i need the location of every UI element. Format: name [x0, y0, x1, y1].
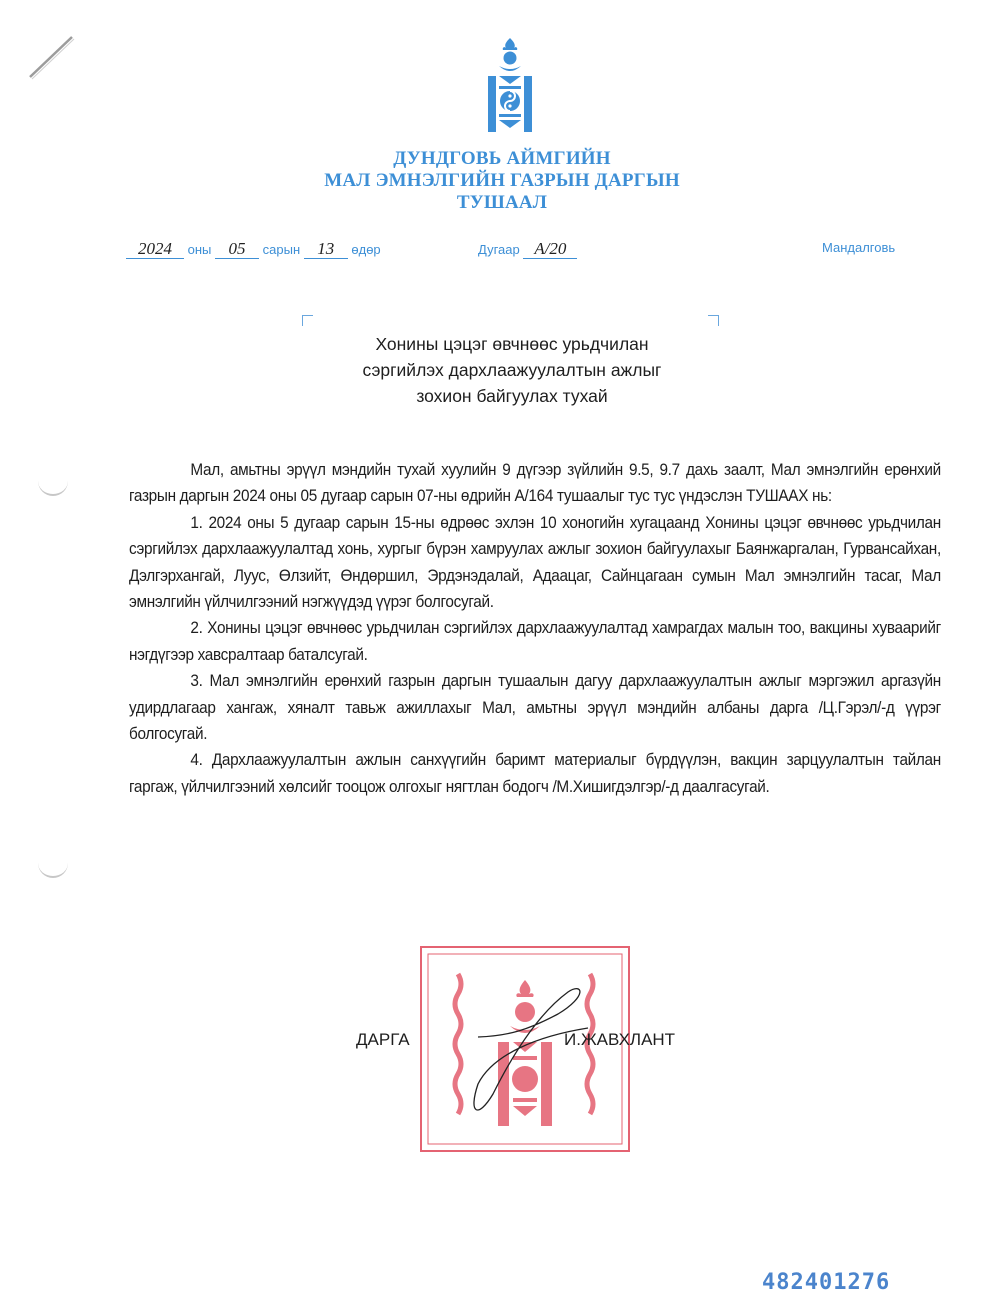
- header-department: МАЛ ЭМНЭЛГИЙН ГАЗРЫН ДАРГЫН: [324, 170, 680, 191]
- day-suffix: өдөр: [351, 242, 381, 257]
- serial-number: 482401276: [762, 1270, 891, 1295]
- subject-bracket-left: [302, 315, 313, 326]
- subject-bracket-right: [708, 315, 719, 326]
- punch-hole: [38, 472, 68, 496]
- month-suffix: сарын: [262, 242, 301, 257]
- signatory-name: И.ЖАВХЛАНТ: [564, 1030, 676, 1049]
- order-item-2: 2. Хонины цэцэг өвчнөөс урьдчилан сэргийлэх дархлаажуулалтад хамрагдах малын тоо, вакцины хуваарийг нэгдүгээр хавсралтаар баталсугай.: [129, 619, 941, 664]
- subject-title: [0, 331, 1004, 409]
- order-body: [129, 457, 941, 800]
- subject-line: Хонины цэцэг өвчнөөс урьдчилан: [375, 334, 649, 354]
- subject-line: зохион байгуулах тухай: [416, 386, 608, 406]
- date-field: [126, 240, 381, 259]
- preamble-paragraph: Мал, амьтны эрүүл мэндийн тухай хуулийн 9 дүгээр зүйлийн 9.5, 9.7 дахь заалт, Мал эмнэлгийн ерөнхий газрын даргын 2024 оны 05 дугаар сарын 07-ны өдрийн А/164 тушаалыг тус тус үндэслэн ТУШААХ нь:: [129, 461, 941, 506]
- punch-hole: [38, 854, 68, 878]
- signatory-title: ДАРГА: [356, 1030, 410, 1049]
- staple-mark: [22, 25, 82, 85]
- date-year: 2024: [126, 240, 184, 259]
- soyombo-emblem-icon: [486, 36, 534, 136]
- order-item-1: 1. 2024 оны 5 дугаар сарын 15-ны өдрөөс эхлэн 10 хоногийн хугацаанд Хонины цэцэг өвчнөөс урьдчилан сэргийлэх дархлаажуулалтад хонь, хургыг бүрэн хамруулах ажлыг зохион байгуулахыг Баянжаргалан, Гурвансайхан, Дэлгэрхангай, Луус, Өлзийт, Өндөршил, Эрдэнэдалай, Адаацаг, Сайнцагаан сумын Мал эмнэлгийн тасаг, Мал эмнэлгийн үйлчилгээний нэгжүүдэд үүрэг болгосугай.: [129, 513, 941, 612]
- subject-line: сэргийлэх дархлаажуулалтын ажлыг: [362, 360, 662, 380]
- header-organization: ДУНДГОВЬ АЙМГИЙН: [393, 148, 611, 169]
- year-suffix: оны: [187, 242, 212, 257]
- date-month: 05: [215, 240, 259, 259]
- header-doc-type: ТУШААЛ: [456, 192, 548, 213]
- order-item-3: 3. Мал эмнэлгийн ерөнхий газрын даргын тушаалын дагуу дархлаажуулалтын ажлыг мэргэжил аргазүйн удирдлагаар хангаж, хяналт тавьж ажиллахыг Мал, амьтны эрүүл мэндийн албаны дарга /Ц.Гэрэл/-д үүрэг болгосугай.: [129, 672, 941, 744]
- order-item-4: 4. Дархлаажуулалтын ажлын санхүүгийн баримт материалыг бүрдүүлэн, вакцин зарцуулалтын тайлан гаргаж, үйлчилгээний хөлсийг тооцож олгохыг нягтлан бодогч /М.Хишигдэлгэр/-д даалгасугай.: [129, 751, 941, 796]
- number-value: А/20: [523, 240, 577, 259]
- number-label: Дугаар: [478, 242, 520, 257]
- date-day: 13: [304, 240, 348, 259]
- place-label: Мандалговь: [822, 240, 896, 255]
- document-number: [478, 240, 577, 259]
